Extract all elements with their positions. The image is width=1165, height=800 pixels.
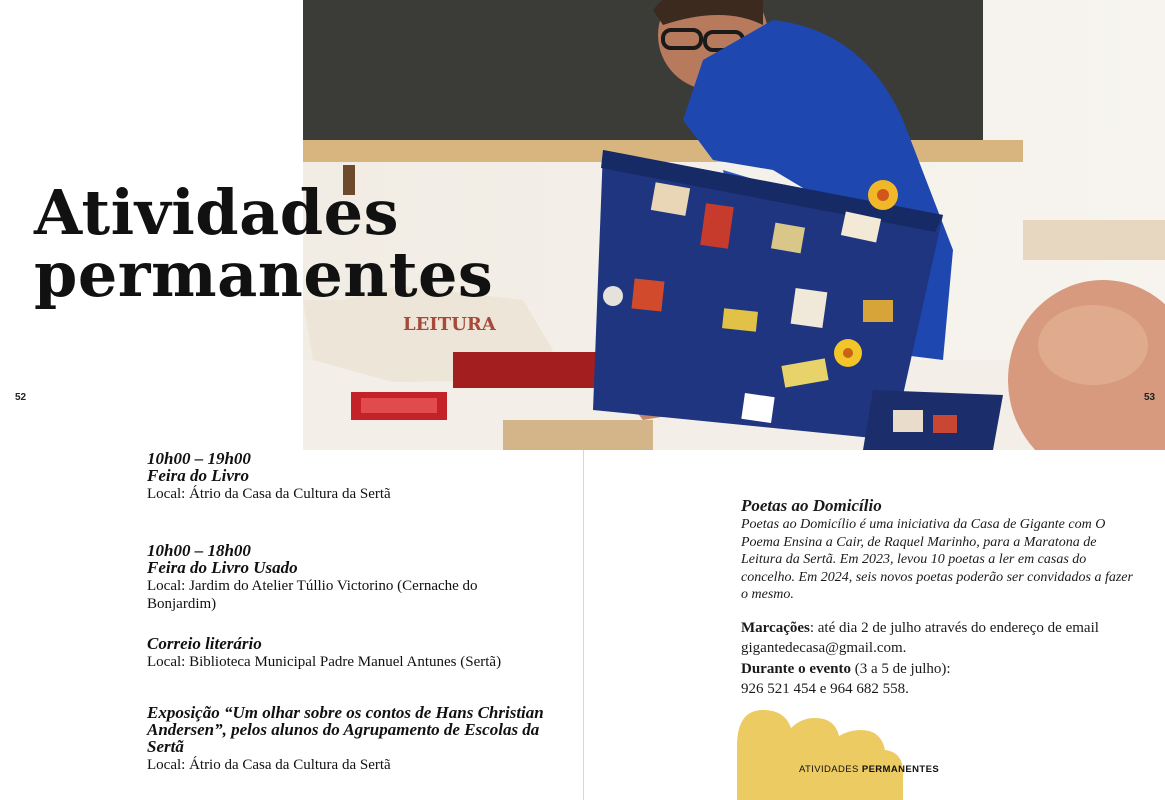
page-title bbox=[34, 176, 494, 311]
section-description: Poetas ao Domicílio é uma iniciativa da Casa de Gigante com O Poema Ensina a Cair, de Raquel Marinho, para a Maratona de Leitura da Sertã. Em 2023, levou 10 poetas a ler em casas do concelho. Em 2024, seis novos poetas poderão ser convidados a fazer o mesmo. bbox=[741, 517, 1133, 602]
during-label: Durante o evento bbox=[741, 660, 851, 677]
event-title: Feira do Livro Usado bbox=[147, 558, 298, 577]
during-text: (3 a 5 de julho): bbox=[850, 660, 951, 677]
event-location: Local: Biblioteca Municipal Padre Manuel Antunes (Sertã) bbox=[147, 654, 502, 670]
event-feira-do-livro bbox=[147, 450, 567, 503]
bookings-text: : até dia 2 de julho através do endereço de email gigantedecasa@gmail.com. bbox=[741, 619, 1099, 656]
footer-part-2: PERMANENTES bbox=[861, 764, 940, 775]
title-line-2: permanentes bbox=[34, 238, 494, 311]
bookings-label: Marcações bbox=[741, 619, 810, 636]
page-number-left: 52 bbox=[15, 392, 27, 403]
title-line-1: Atividades bbox=[34, 176, 400, 249]
section-title: Poetas ao Domicílio bbox=[741, 496, 882, 515]
yellow-blob-shape bbox=[735, 706, 905, 800]
event-exposicao bbox=[147, 704, 567, 774]
running-footer bbox=[799, 764, 939, 775]
page-number-right: 53 bbox=[1144, 392, 1156, 403]
phone-numbers: 926 521 454 e 964 682 558. bbox=[741, 681, 909, 697]
poetas-ao-domicilio-section bbox=[741, 496, 1141, 700]
event-correio-literario bbox=[147, 635, 567, 671]
event-title: Feira do Livro bbox=[147, 466, 249, 485]
event-location: Local: Jardim do Atelier Túllio Victorino (Cernache do Bonjardim) bbox=[147, 578, 478, 612]
footer-part-1: ATIVIDADES bbox=[799, 764, 862, 775]
event-time: 10h00 – 18h00 bbox=[147, 541, 251, 560]
event-title: Exposição “Um olhar sobre os contos de Hans Christian Andersen”, pelos alunos do Agrupamento de Escolas da Sertã bbox=[147, 703, 544, 756]
event-location: Local: Átrio da Casa da Cultura da Sertã bbox=[147, 757, 391, 773]
event-location: Local: Átrio da Casa da Cultura da Sertã bbox=[147, 486, 391, 502]
event-title: Correio literário bbox=[147, 634, 262, 653]
booking-info bbox=[741, 618, 1141, 700]
event-feira-do-livro-usado bbox=[147, 542, 567, 613]
svg-text:LEITURA: LEITURA bbox=[403, 314, 496, 335]
event-time: 10h00 – 19h00 bbox=[147, 449, 251, 468]
